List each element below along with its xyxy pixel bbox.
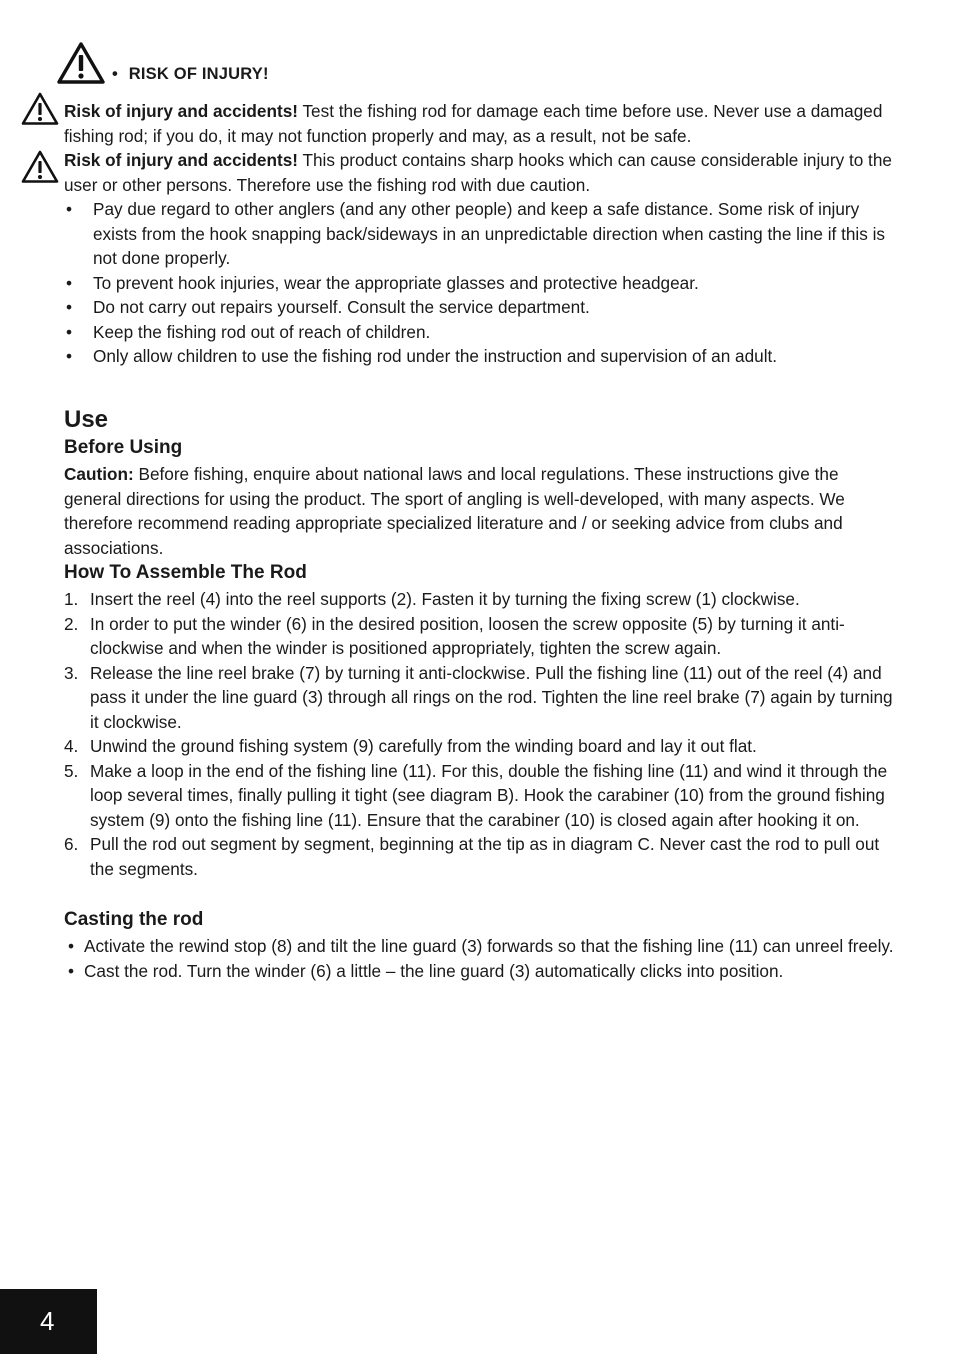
safety-bullet-list bbox=[64, 197, 894, 369]
warning-lead: Risk of injury and accidents! bbox=[64, 150, 298, 170]
bullet-glyph: • bbox=[66, 199, 73, 219]
step-number: 3. bbox=[64, 662, 79, 683]
list-item: • To prevent hook injuries, wear the appropriate glasses and protective headgear. bbox=[64, 271, 894, 296]
risk-of-injury-heading bbox=[112, 62, 269, 87]
caution-paragraph bbox=[64, 462, 894, 560]
list-item: • Do not carry out repairs yourself. Consult the service department. bbox=[64, 295, 894, 320]
caution-text: Before fishing, enquire about national laws and local regulations. These instructions give the general directions for using the product. The sport of angling is well-developed, with many aspects. We therefore recommend reading appropriate specialized literature and / or seeking advice from clubs and associations. bbox=[64, 464, 845, 558]
list-item: 5. Make a loop in the end of the fishing line (11). For this, double the fishing line (11) and wind it through the loop several times, finally pulling it tight (see diagram B). Hook the carabiner (10) from the ground fishing system (9) onto the fishing line (11). Ensure that the carabiner (10) is closed again after hooking it on. bbox=[64, 760, 888, 830]
bullet-glyph: • bbox=[66, 272, 73, 293]
bullet-glyph: • bbox=[68, 960, 75, 981]
step-number: 6. bbox=[64, 834, 79, 854]
page-number: 4 bbox=[40, 1306, 55, 1336]
list-item: 2. In order to put the winder (6) in the desired position, loosen the screw opposite (5) by turning it anti-clockwise and when the winder is positioned appropriately, tighten the screw again. bbox=[64, 613, 845, 658]
list-item: • Cast the rod. Turn the winder (6) a little – the line guard (3) automatically clicks into position. bbox=[64, 959, 894, 984]
header-title: RISK OF INJURY! bbox=[128, 65, 269, 83]
caution-label: Caution: bbox=[64, 464, 134, 484]
warning-text: Test the fishing rod for damage each time before use. Never use a damaged fishing rod; if you do, it may not function properly and may, as a result, not be safe. bbox=[64, 101, 883, 146]
list-item: 1. Insert the reel (4) into the reel supports (2). Fasten it by turning the fixing screw (1) clockwise. bbox=[64, 587, 894, 612]
warning-triangle-icon bbox=[56, 41, 106, 85]
step-number: 4. bbox=[64, 736, 79, 756]
assembly-steps-list bbox=[64, 587, 894, 881]
list-item: • Activate the rewind stop (8) and tilt the line guard (3) forwards so that the fishing line (11) can unreel freely. bbox=[64, 934, 894, 959]
bullet-glyph: • bbox=[66, 321, 73, 342]
list-item: 6. Pull the rod out segment by segment, beginning at the tip as in diagram C. Never cast the rod to pull out the segments. bbox=[64, 834, 880, 879]
warning-paragraph bbox=[64, 148, 894, 197]
subheading-before-using: Before Using bbox=[64, 437, 183, 458]
bullet-glyph: • bbox=[68, 936, 75, 956]
casting-bullet-list bbox=[64, 934, 894, 983]
warning-text: This product contains sharp hooks which can cause considerable injury to the user or other persons. Therefore use the fishing rod with due caution. bbox=[64, 150, 892, 195]
list-item: • Keep the fishing rod out of reach of children. bbox=[64, 320, 894, 345]
step-number: 1. bbox=[64, 589, 79, 609]
step-number: 5. bbox=[64, 760, 79, 781]
bullet-glyph: • bbox=[66, 297, 73, 317]
warning-triangle-icon bbox=[21, 150, 59, 184]
warning-lead: Risk of injury and accidents! bbox=[64, 101, 298, 121]
list-item: • Only allow children to use the fishing rod under the instruction and supervision of an adult. bbox=[64, 344, 894, 369]
warning-paragraph bbox=[64, 99, 894, 148]
header-bullet: • bbox=[112, 65, 118, 83]
list-item: 3. Release the line reel brake (7) by turning it anti-clockwise. Pull the fishing line (11) out of the reel (4) and pass it under the line guard (3) through all rings on the rod. Tighten the line reel brake (7) again by turning it clockwise. bbox=[64, 662, 893, 732]
subheading-assemble: How To Assemble The Rod bbox=[64, 562, 307, 583]
list-item: 4. Unwind the ground fishing system (9) carefully from the winding board and lay it out flat. bbox=[64, 734, 894, 759]
step-number: 2. bbox=[64, 613, 79, 634]
list-item: • Pay due regard to other anglers (and any other people) and keep a safe distance. Some risk of injury exists from the hook snapping back/sideways in an unpredictable direction when casting the line if this is not done properly. bbox=[66, 199, 886, 268]
warning-triangle-icon bbox=[21, 92, 59, 126]
section-heading-use: Use bbox=[64, 406, 109, 433]
bullet-glyph: • bbox=[66, 346, 73, 366]
subheading-casting: Casting the rod bbox=[64, 909, 204, 930]
